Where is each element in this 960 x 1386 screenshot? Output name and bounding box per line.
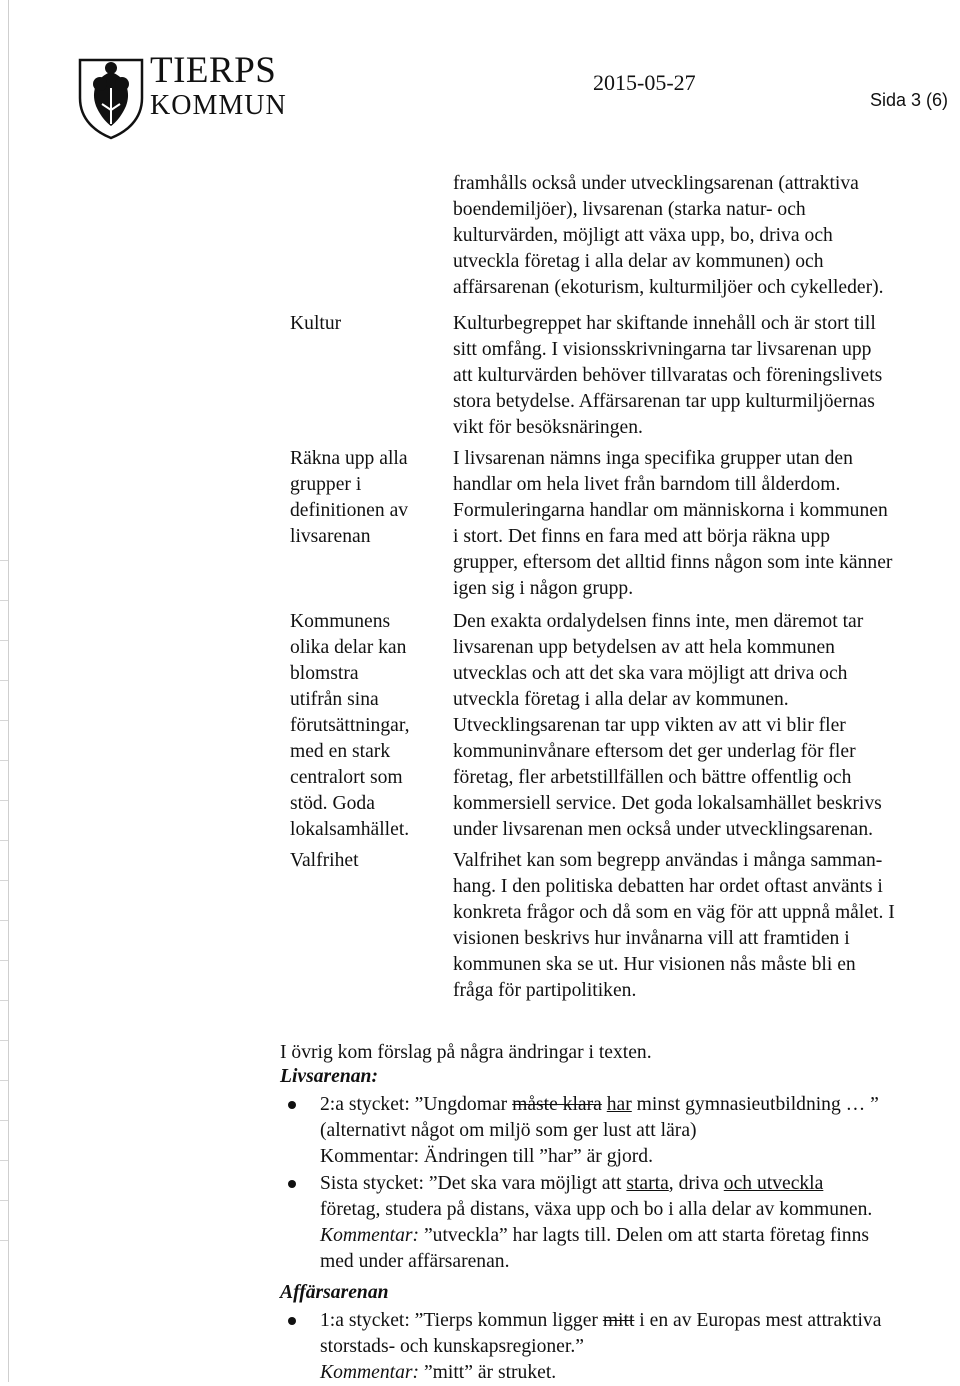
margin-line: Kultur	[290, 313, 342, 334]
margin-line: stöd. Goda	[290, 793, 375, 814]
affarsarenan-heading: Affärsarenan	[280, 1282, 389, 1303]
text-line: vikt för besöksnäringen.	[453, 417, 643, 438]
municipality-coat-of-arms-icon	[76, 54, 146, 140]
livsarenan-heading: Livsarenan:	[280, 1066, 378, 1087]
margin-heading-kommunens-delar	[290, 609, 409, 843]
intro-paragraph	[453, 171, 884, 301]
text-line: Kulturbegreppet har skiftande innehåll och är stort till	[453, 313, 876, 334]
margin-line: blomstra	[290, 663, 359, 684]
text-line: Den exakta ordalydelsen finns inte, men däremot tar	[453, 611, 864, 632]
comment-line	[320, 1360, 881, 1386]
text-line	[320, 1092, 879, 1118]
text-line: livsarenan upp betydelsen av att hela kommunen	[453, 637, 835, 658]
text-line: sitt omfång. I visionsskrivningarna tar livsarenan upp	[453, 339, 872, 360]
text-line: framhålls också under utvecklingsarenan (attraktiva	[453, 173, 859, 194]
margin-line: lokalsamhället.	[290, 819, 410, 840]
municipality-name	[150, 52, 287, 120]
list-item	[280, 1171, 872, 1275]
margin-line: grupper i	[290, 474, 362, 495]
text-line: affärsarenan (ekoturism, kulturmiljöer och cykelleder).	[453, 277, 884, 298]
text-span: minst gymnasieutbildning … ”	[631, 1094, 879, 1115]
text-span: ”mitt” är struket.	[419, 1362, 557, 1383]
inserted-text: har	[606, 1094, 632, 1115]
org-name-line1: TIERPS	[150, 50, 277, 91]
comment-line	[320, 1223, 872, 1249]
text-span: 1:a stycket: ”Tierps kommun ligger	[320, 1310, 603, 1331]
margin-heading-kultur	[290, 311, 341, 337]
text-line: företag, fler arbetstillfällen och bättre offentlig och	[453, 767, 852, 788]
paragraph-grupper	[453, 446, 892, 602]
comment-label: Kommentar:	[320, 1225, 420, 1246]
margin-line: definitionen av	[290, 500, 409, 521]
text-line: grupper, eftersom det alltid finns någon som inte känner	[453, 552, 893, 573]
text-span: , driva	[668, 1173, 724, 1194]
text-line: under livsarenan men också under utvecklingsarenan.	[453, 819, 874, 840]
affarsarenan-change-list	[280, 1308, 881, 1386]
text-span: Sista stycket: ”Det ska vara möjligt att	[320, 1173, 627, 1194]
page-number: Sida 3 (6)	[870, 90, 949, 110]
proposed-changes-section	[280, 1040, 950, 1383]
text-line: (alternativt något om miljö som ger lust att lära)	[320, 1120, 697, 1141]
text-line: utveckla företag i alla delar av kommunen.	[453, 689, 789, 710]
struck-text: mitt	[602, 1310, 635, 1331]
margin-line: olika delar kan	[290, 637, 407, 658]
margin-line: utifrån sina	[290, 689, 379, 710]
struck-text: måste klara	[512, 1094, 602, 1115]
text-line: utveckla företag i alla delar av kommunen) och	[453, 251, 824, 272]
text-line	[320, 1308, 881, 1334]
livsarenan-change-list-2	[280, 1171, 872, 1275]
text-span: 2:a stycket: ”Ungdomar	[320, 1094, 513, 1115]
text-line: konkreta frågor och då som en väg för att uppnå målet. I	[453, 902, 895, 923]
scan-edge-line	[8, 0, 9, 1382]
inserted-text: starta	[626, 1173, 669, 1194]
bullet-icon	[288, 1317, 296, 1325]
text-line: att kulturvärden behöver tillvaratas och föreningslivets	[453, 365, 883, 386]
bullet-icon	[288, 1101, 296, 1109]
text-line: stora betydelse. Affärsarenan tar upp kulturmiljöernas	[453, 391, 875, 412]
text-line: hang. I den politiska debatten har ordet oftast använts i	[453, 876, 883, 897]
text-line: boendemiljöer), livsarenan (starka natur- och	[453, 199, 806, 220]
list-item	[280, 1092, 879, 1170]
text-line: kommersiell service. Det goda lokalsamhället beskrivs	[453, 793, 882, 814]
margin-line: Räkna upp alla	[290, 448, 408, 469]
org-name-line2: KOMMUN	[150, 90, 287, 121]
paragraph-kommunens-delar	[453, 609, 882, 843]
comment-label: Kommentar:	[320, 1362, 420, 1383]
text-line: I livsarenan nämns inga specifika grupper utan den	[453, 448, 853, 469]
text-line: i stort. Det finns en fara med att börja räkna upp	[453, 526, 831, 547]
livsarenan-change-list	[280, 1092, 879, 1170]
text-line: fråga för partipolitiken.	[453, 980, 637, 1001]
text-line	[320, 1171, 872, 1197]
document-date: 2015-05-27	[593, 70, 696, 95]
bullet-icon	[288, 1180, 296, 1188]
margin-line: med en stark	[290, 741, 391, 762]
paragraph-valfrihet	[453, 848, 895, 1004]
scan-edge-marks	[0, 560, 8, 1260]
list-item	[280, 1308, 881, 1386]
text-line: igen sig i någon grupp.	[453, 578, 634, 599]
text-line: handlar om hela livet från barndom till ålderdom.	[453, 474, 841, 495]
margin-heading-valfrihet	[290, 848, 359, 874]
margin-heading-grupper	[290, 446, 408, 550]
text-line: företag, studera på distans, växa upp och bo i alla delar av kommunen.	[320, 1199, 873, 1220]
inserted-text: och utveckla	[723, 1173, 824, 1194]
text-line: kulturvärden, möjligt att växa upp, bo, driva och	[453, 225, 833, 246]
paragraph-kultur	[453, 311, 882, 441]
margin-line: livsarenan	[290, 526, 371, 547]
text-line: kommunen ska se ut. Hur visionen nås måste bli en	[453, 954, 856, 975]
text-line: kommuninvånare eftersom det ger underlag för fler	[453, 741, 856, 762]
text-line: med under affärsarenan.	[320, 1251, 510, 1272]
text-span: ”utveckla” har lagts till. Delen om att starta företag finns	[419, 1225, 870, 1246]
text-span: i en av Europas mest attraktiva	[634, 1310, 882, 1331]
text-line: storstads- och kunskapsregioner.”	[320, 1336, 584, 1357]
text-line: Utvecklingsarenan tar upp vikten av att vi blir fler	[453, 715, 846, 736]
changes-intro: I övrig kom förslag på några ändringar i texten.	[280, 1042, 652, 1063]
text-line: Valfrihet kan som begrepp användas i många samman-	[453, 850, 883, 871]
margin-line: Valfrihet	[290, 850, 359, 871]
text-line: utvecklas och att det ska vara möjligt att driva och	[453, 663, 848, 684]
margin-line: Kommunens	[290, 611, 391, 632]
comment-line: Kommentar: Ändringen till ”har” är gjord.	[320, 1146, 653, 1167]
text-line: visionen beskrivs hur invånarna vill att framtiden i	[453, 928, 850, 949]
margin-line: förutsättningar,	[290, 715, 410, 736]
text-line: Formuleringarna handlar om människorna i kommunen	[453, 500, 888, 521]
margin-line: centralort som	[290, 767, 403, 788]
